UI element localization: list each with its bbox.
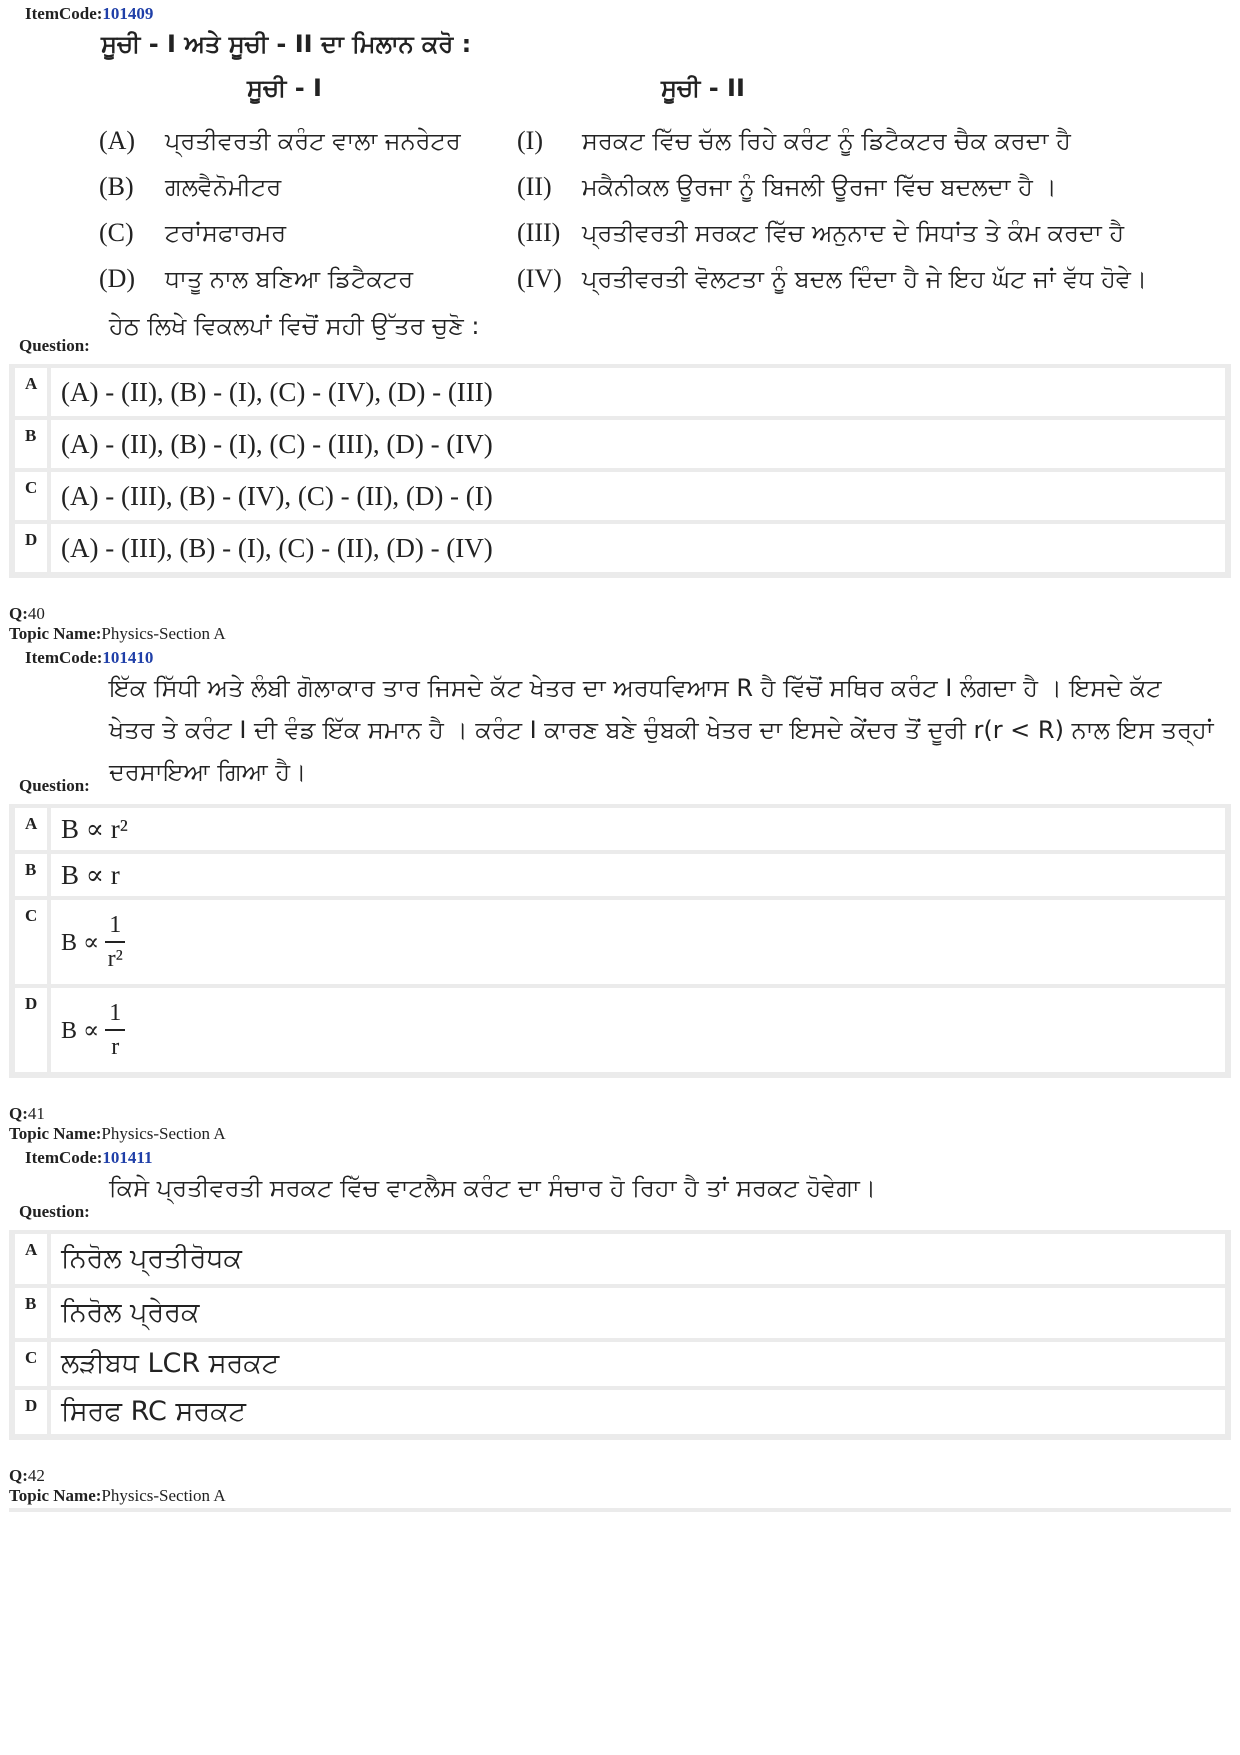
option-a[interactable]: A B ∝ r²	[15, 808, 1225, 850]
item-code-value: 101411	[102, 1148, 153, 1167]
list2-title: ਸੂਚੀ - II	[661, 74, 745, 102]
option-d[interactable]: D B ∝ $\frac{1}{r}$	[15, 988, 1225, 1072]
match-row: (A) ਪ੍ਰਤੀਵਰਤੀ ਕਰੰਟ ਵਾਲਾ ਜਨਰੇਟਰ (I) ਸਰਕਟ ਵਿੱਚ ਚੱਲ ਰਿਹੇ ਕਰੰਟ ਨੂੰ ਡਿਟੈਕਟਰ ਚੈਕ ਕਰਦਾ ਹੈ	[99, 126, 1071, 155]
item-code-value: 101410	[102, 648, 154, 667]
option-c[interactable]: C B ∝ $\frac{1}{\text{r²}}$	[15, 900, 1225, 984]
option-a[interactable]: A (A) - (II), (B) - (I), (C) - (IV), (D) - (III)	[15, 368, 1225, 416]
option-b[interactable]: B B ∝ r	[15, 854, 1225, 896]
item-code-value: 101409	[102, 4, 154, 23]
question-meta-41: Q:41 Topic Name:Physics-Section A	[9, 1104, 226, 1143]
match-row: (B) ਗਲਵੈਨੋਮੀਟਰ (II) ਮਕੈਨੀਕਲ ਊਰਜਾ ਨੂੰ ਬਿਜਲੀ ਊਰਜਾ ਵਿੱਚ ਬਦਲਦਾ ਹੈ ।	[99, 172, 1057, 201]
option-c[interactable]: C ਲੜੀਬਧ LCR ਸਰਕਟ	[15, 1342, 1225, 1386]
option-d[interactable]: D (A) - (III), (B) - (I), (C) - (II), (D) - (IV)	[15, 524, 1225, 572]
match-heading: ਸੂਚੀ - I ਅਤੇ ਸੂਚੀ - II ਦਾ ਮਿਲਾਨ ਕਰੋ :	[101, 30, 472, 58]
option-b[interactable]: B ਨਿਰੋਲ ਪ੍ਰੇਰਕ	[15, 1288, 1225, 1338]
item-code: ItemCode:101411	[9, 1144, 1231, 1170]
instruction: ਹੇਠ ਲਿਖੇ ਵਿਕਲਪਾਂ ਵਿਚੋਂ ਸਹੀ ਉੱਤਰ ਚੁਣੋ :	[109, 312, 480, 340]
match-table	[9, 118, 1231, 302]
question-label: Question:	[19, 336, 90, 355]
fraction: $\frac{1}{\text{r²}}$	[105, 909, 125, 975]
question-block-41	[9, 1144, 1231, 1440]
question-label: Question:	[19, 776, 90, 795]
question-body: ਕਿਸੇ ਪ੍ਰਤੀਵਰਤੀ ਸਰਕਟ ਵਿੱਚ ਵਾਟਲੈਸ ਕਰੰਟ ਦਾ ਸੰਚਾਰ ਹੋ ਰਿਹਾ ਹੈ ਤਾਂ ਸਰਕਟ ਹੋਵੇਗਾ। Question:	[9, 1170, 1231, 1230]
question-meta-40: Q:40 Topic Name:Physics-Section A	[9, 604, 226, 643]
question-body	[9, 26, 1231, 364]
option-d[interactable]: D ਸਿਰਫ RC ਸਰਕਟ	[15, 1390, 1225, 1434]
question-block-39	[9, 0, 1231, 578]
question-label: Question:	[19, 1202, 90, 1221]
question-block-40	[9, 644, 1231, 1078]
item-code: ItemCode:101409	[9, 0, 1231, 26]
option-b[interactable]: B (A) - (II), (B) - (I), (C) - (III), (D) - (IV)	[15, 420, 1225, 468]
item-code: ItemCode:101410	[9, 644, 1231, 670]
fraction: $\frac{1}{r}$	[105, 997, 125, 1063]
list1-title: ਸੂਚੀ - I	[247, 74, 322, 102]
match-row: (C) ਟਰਾਂਸਫਾਰਮਰ (III) ਪ੍ਰਤੀਵਰਤੀ ਸਰਕਟ ਵਿੱਚ ਅਨੁਨਾਦ ਦੇ ਸਿਧਾਂਤ ਤੇ ਕੰਮ ਕਰਦਾ ਹੈ	[99, 218, 1125, 247]
question-meta-42: Q:42 Topic Name:Physics-Section A	[9, 1466, 226, 1505]
question-body: ਇੱਕ ਸਿੱਧੀ ਅਤੇ ਲੰਬੀ ਗੋਲਾਕਾਰ ਤਾਰ ਜਿਸਦੇ ਕੱਟ ਖੇਤਰ ਦਾ ਅਰਧਵਿਆਸ R ਹੈ ਵਿੱਚੋਂ ਸਥਿਰ ਕਰੰਟ I ਲੰਗਦਾ ਹੈ । ਇਸਦੇ ਕੱਟ ਖੇਤਰ ਤੇ ਕਰੰਟ I ਦੀ ਵੰਡ ਇੱਕ ਸਮਾਨ ਹੈ । ਕਰੰਟ I ਕਾਰਣ ਬਣੇ ਚੁੰਬਕੀ ਖੇਤਰ ਦਾ ਇਸਦੇ ਕੇਂਦਰ ਤੋਂ ਦੂਰੀ r(r < R) ਨਾਲ ਇਸ ਤਰ੍ਹਾਂ ਦਰਸਾਇਆ ਗਿਆ ਹੈ। Question:	[9, 670, 1231, 804]
option-a[interactable]: A ਨਿਰੋਲ ਪ੍ਰਤੀਰੋਧਕ	[15, 1234, 1225, 1284]
match-row: (D) ਧਾਤੂ ਨਾਲ ਬਣਿਆ ਡਿਟੈਕਟਰ (IV) ਪ੍ਰਤੀਵਰਤੀ ਵੋਲਟਤਾ ਨੂੰ ਬਦਲ ਦਿੰਦਾ ਹੈ ਜੇ ਇਹ ਘੱਟ ਜਾਂ ਵੱਧ ਹੋਵੇ।	[99, 264, 1148, 293]
option-c[interactable]: C (A) - (III), (B) - (IV), (C) - (II), (D) - (I)	[15, 472, 1225, 520]
divider	[9, 1508, 1231, 1512]
exam-page	[9, 0, 1231, 1512]
